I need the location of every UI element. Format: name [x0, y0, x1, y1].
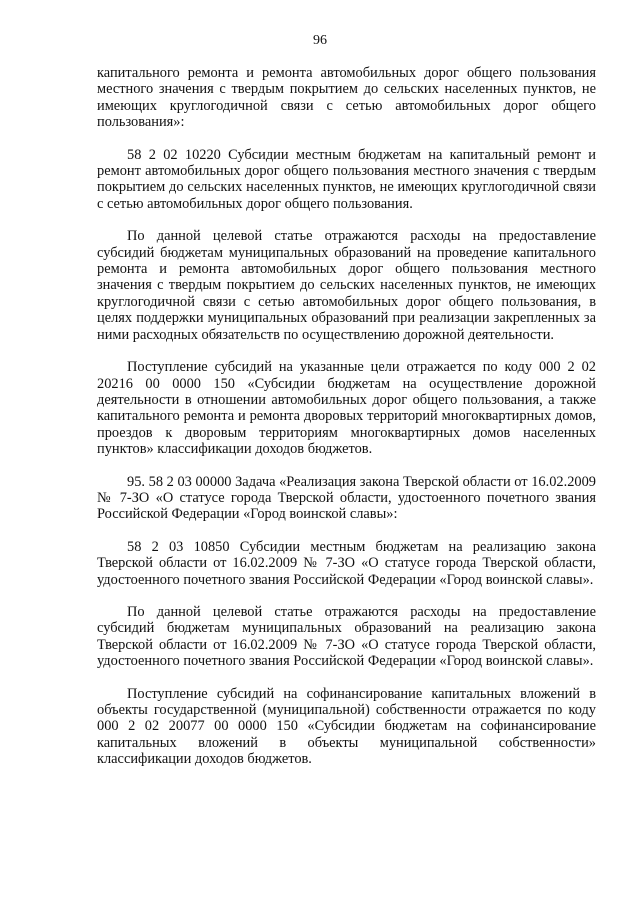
paragraph-7: По данной целевой статье отражаются расходы на предоставление субсидий бюджетам муниципальных образований на реализацию закона Тверской области от 16.02.2009 № 7-ЗО «О статусе города Тверской области, удостоенного почетного звания Российской Федерации «Город воинской славы».	[97, 603, 596, 670]
paragraph-4: Поступление субсидий на указанные цели отражается по коду 000 2 02 20216 00 0000 150 «Субсидии бюджетам на осуществление дорожной деятельности в отношении автомобильных дорог общего пользования, а также капитального ремонта и ремонта дворовых территорий многоквартирных домов, проездов к дворовым территориям многоквартирных домов населенных пунктов» классификации доходов бюджетов.	[97, 359, 596, 458]
paragraph-1: капитального ремонта и ремонта автомобильных дорог общего пользования местного значения с твердым покрытием до сельских населенных пунктов, не имеющих круглогодичной связи с сетью автомобильных дорог общего пользования»:	[97, 65, 596, 131]
paragraph-8: Поступление субсидий на софинансирование капитальных вложений в объекты государственной (муниципальной) собственности отражается по коду 000 2 02 20077 00 0000 150 «Субсидии бюджетам на софинансирование капитальных вложений в объекты муниципальной собственности» классификации доходов бюджетов.	[97, 685, 596, 768]
page-number: 96	[313, 33, 327, 48]
paragraph-5: 95. 58 2 03 00000 Задача «Реализация закона Тверской области от 16.02.2009 № 7-ЗО «О статусе города Тверской области, удостоенного почетного звания Российской Федерации «Город воинской славы»:	[97, 473, 596, 523]
paragraph-2: 58 2 02 10220 Субсидии местным бюджетам на капитальный ремонт и ремонт автомобильных дорог общего пользования местного значения с твердым покрытием до сельских населенных пунктов, не имеющих круглогодичной связи с сетью автомобильных дорог общего пользования.	[97, 146, 596, 212]
paragraph-6: 58 2 03 10850 Субсидии местным бюджетам на реализацию закона Тверской области от 16.02.2009 № 7-ЗО «О статусе города Тверской области, удостоенного почетного звания Российской Федерации «Город воинской славы».	[97, 538, 596, 588]
document-body	[97, 65, 596, 784]
paragraph-3: По данной целевой статье отражаются расходы на предоставление субсидий бюджетам муниципальных образований на проведение капитального ремонта и ремонта автомобильных дорог общего пользования местного значения с твердым покрытием до сельских населенных пунктов, не имеющих круглогодичной связи с сетью автомобильных дорог общего пользования, в целях поддержки муниципальных образований при реализации закрепленных за ними расходных обязательств по осуществлению дорожной деятельности.	[97, 228, 596, 343]
